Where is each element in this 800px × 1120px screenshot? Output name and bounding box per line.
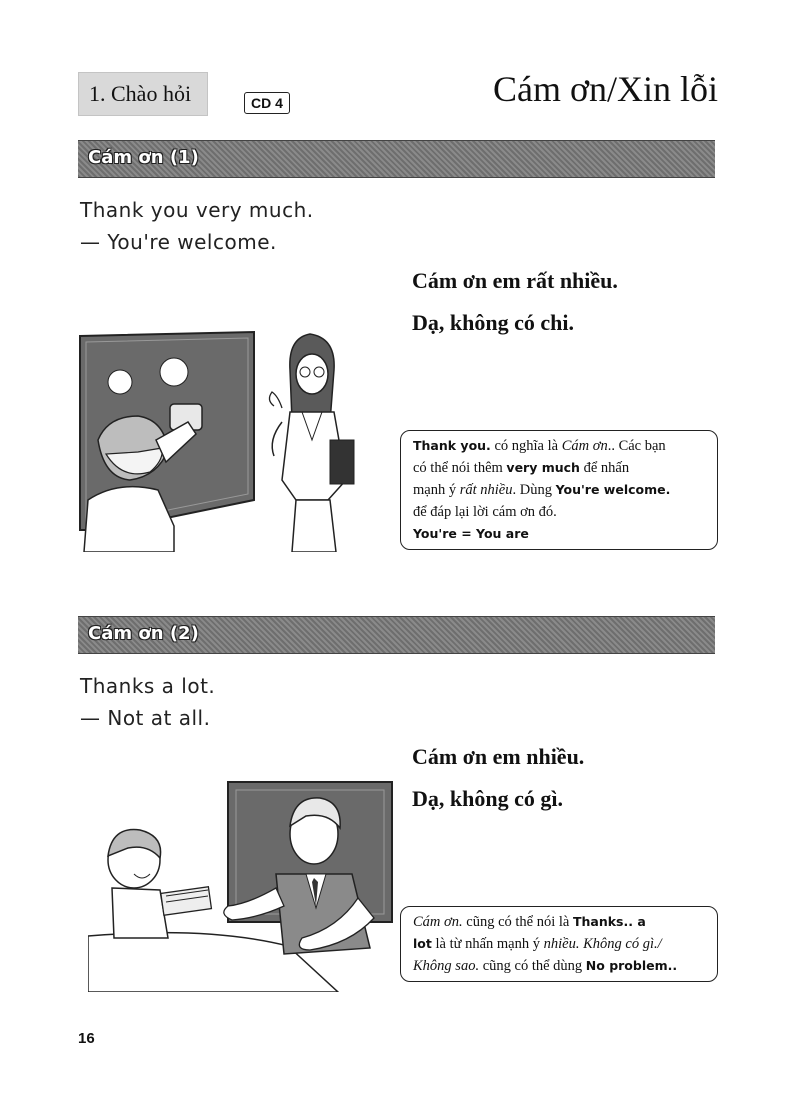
page-number: 16 <box>78 1030 95 1047</box>
note-2-vi-term: Cám ơn. <box>413 914 463 930</box>
vietnamese-phrase-1b: Dạ, không có chi. <box>412 310 574 335</box>
note-2-line-1 <box>413 911 707 933</box>
note-1-line-2 <box>413 457 707 479</box>
note-2-en-term: lot <box>413 936 432 951</box>
note-1-en-term: You're = You are <box>413 526 529 541</box>
english-phrase-1a: Thank you very much. <box>80 198 314 222</box>
note-2-text: cũng có thể dùng <box>479 958 586 974</box>
note-2-vi-term: Không sao. <box>413 958 480 974</box>
boy-teacher-chalkboard-illustration <box>78 330 400 552</box>
note-1-line-3 <box>413 479 707 501</box>
note-1-text: để đáp lại lời cám ơn đó. <box>413 504 557 520</box>
boy-man-papers-illustration <box>88 778 394 992</box>
note-2-vi-term: nhiều. Không có gì./ <box>543 936 662 952</box>
note-1-line-4 <box>413 501 707 523</box>
english-phrase-1b: — You're welcome. <box>80 230 277 254</box>
note-box-1 <box>400 430 718 550</box>
section-heading-1: Cám ơn (1) <box>88 147 199 168</box>
note-2-line-2 <box>413 933 707 955</box>
vietnamese-phrase-2a: Cám ơn em nhiều. <box>412 744 585 769</box>
vietnamese-phrase-1a: Cám ơn em rất nhiều. <box>412 268 618 293</box>
page-title: Cám ơn/Xin lỗi <box>492 69 718 109</box>
chapter-tab: 1. Chào hỏi <box>78 72 208 116</box>
note-1-vi-term: Cám ơn <box>561 438 608 454</box>
note-2-line-3 <box>413 955 707 977</box>
note-1-text: mạnh ý <box>413 482 460 498</box>
note-1-vi-term: rất nhiều <box>459 482 513 498</box>
note-2-en-term: No problem.. <box>585 958 678 973</box>
note-1-text: . Dùng <box>512 482 556 498</box>
note-1-en-term: You're welcome. <box>555 482 671 497</box>
note-1-text: có thể nói thêm <box>413 460 507 476</box>
note-1-line-1 <box>413 435 707 457</box>
note-2-text: là từ nhấn mạnh ý <box>431 936 544 952</box>
note-1-en-term: very much <box>506 460 580 475</box>
english-phrase-2a: Thanks a lot. <box>80 674 216 698</box>
section-heading-bar-2 <box>78 616 715 654</box>
note-box-2 <box>400 906 718 982</box>
note-1-line-5 <box>413 523 707 545</box>
note-2-en-term: Thanks.. a <box>572 914 646 929</box>
vietnamese-phrase-2b: Dạ, không có gì. <box>412 786 563 811</box>
section-heading-2: Cám ơn (2) <box>88 623 199 644</box>
section-heading-bar-1 <box>78 140 715 178</box>
note-1-text: để nhấn <box>579 460 630 476</box>
english-phrase-2b: — Not at all. <box>80 706 211 730</box>
cd-track-badge: CD 4 <box>244 92 290 114</box>
note-2-text: cũng có thể nói là <box>462 914 573 930</box>
note-1-text: có nghĩa là <box>490 438 562 454</box>
note-1-text: .. Các bạn <box>607 438 666 454</box>
note-1-en-term: Thank you. <box>413 438 491 453</box>
